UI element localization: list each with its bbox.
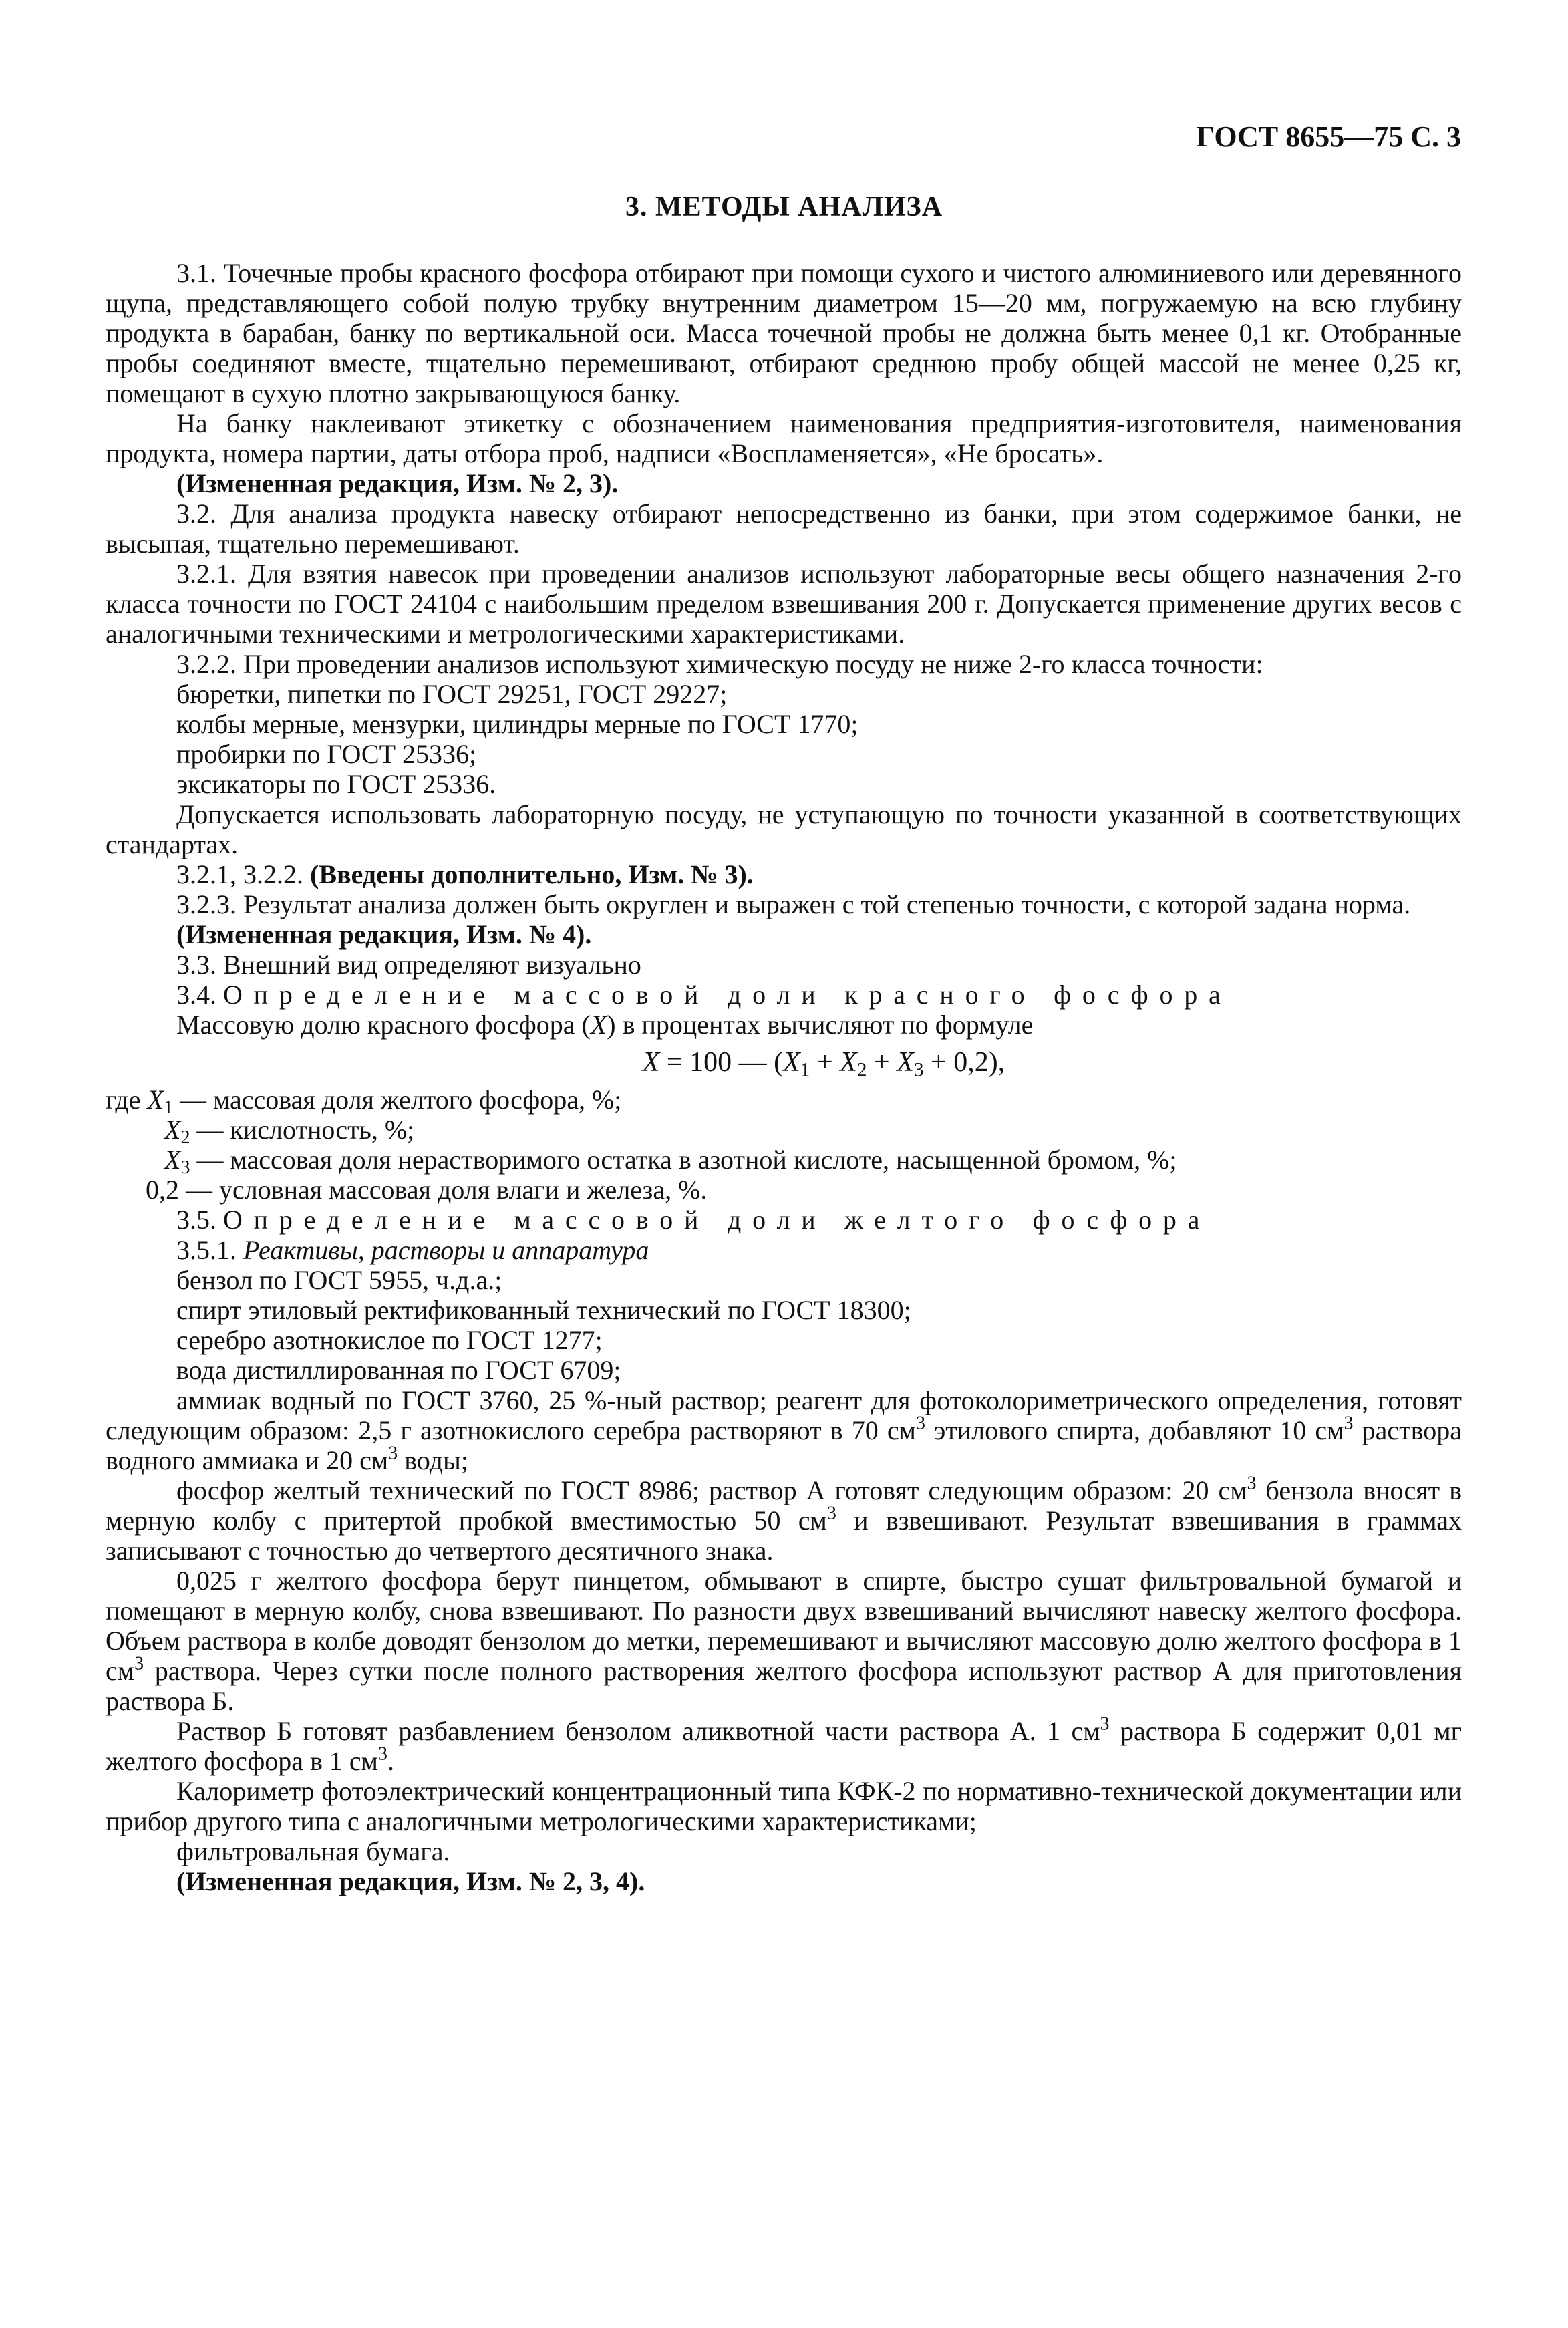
reagent-paragraph: Калориметр фотоэлектрический концентрационный типа КФК-2 по нормативно-технической документации или прибор другого типа с аналогичными метрологическими характеристиками; [106,1776,1462,1836]
list-item: пробирки по ГОСТ 25336; [176,739,477,769]
clause-intro-note [106,859,1462,889]
reagent-item: фильтровальная бумага. [176,1836,450,1866]
list-item: колбы мерные, мензурки, цилиндры мерные по ГОСТ 1770; [176,709,858,739]
clause-glassware-allowance: Допускается использовать лабораторную посуду, не уступающую по точности указанной в соответствующих стандартах. [106,799,1462,859]
amendment-note: (Измененная редакция, Изм. № 2, 3). [176,468,619,498]
reagent-paragraph: фосфор желтый технический по ГОСТ 8986; раствор А готовят следующим образом: 20 $см^3$ бензола вносят в мерную колбу с притертой пробкой вместимостью 50 $см^3$ и взвешивают. Результат взвешивания в граммах записывают с точностью до четвертого десятичного знака. [106,1473,1462,1566]
clause-3-5-heading [106,1205,1462,1235]
where-x2: $X_2$ — кислотность, %; [164,1115,415,1148]
clause-3-4-text: Массовую долю красного фосфора (X) в процентах вычисляют по формуле [176,1010,1034,1040]
clause-3-4-heading [106,980,1462,1010]
clause-number: 3.5.1. [176,1235,243,1265]
spaced-heading: Определение массовой доли красного фосфора [223,980,1232,1010]
section-title: 3. МЕТОДЫ АНАЛИЗА [625,192,943,223]
reagent-paragraph: аммиак водный по ГОСТ 3760, 25 %-ный раствор; реагент для фотоколориметрического определения, готовят следующим образом: 2,5 г азотнокислого серебра растворяют в 70 $см^3$ этилового спирта, добавляют 10 $см^3$ раствора водного аммиака и 20 $см^3$ воды; [106,1385,1462,1475]
spaced-heading: Определение массовой доли желтого фосфора [223,1205,1211,1235]
list-item: бюретки, пипетки по ГОСТ 29251, ГОСТ 29227; [176,679,728,709]
clause-number: 3.4. [176,980,223,1010]
clause-3-2-3: 3.2.3. Результат анализа должен быть округлен и выражен с той степенью точности, с которой задана норма. [176,889,1411,919]
where-x1: где $X_1$ — массовая доля желтого фосфора, %; [106,1084,622,1118]
clause-3-1-label: На банку наклеивают этикетку с обозначением наименования предприятия-изготовителя, наименования продукта, номера партии, даты отбора проб, надписи «Воспламеняется», «Не бросать». [106,408,1462,468]
amendment-note: (Измененная редакция, Изм. № 2, 3, 4). [176,1866,645,1896]
reagent-paragraph: 0,025 г желтого фосфора берут пинцетом, обмывают в спирте, быстро сушат фильтровальной бумагой и помещают в мерную колбу, снова взвешивают. По разности двух взвешиваний вычисляют навеску желтого фосфора. Объем раствора в колбе доводят бензолом до метки, перемешивают и вычисляют массовую долю желтого фосфора в 1 $см^3$ раствора. Через сутки после полного растворения желтого фосфора используют раствор А для приготовления раствора Б. [106,1566,1462,1716]
clause-3-1: 3.1. Точечные пробы красного фосфора отбирают при помощи сухого и чистого алюминиевого или деревянного щупа, представляющего собой полую трубку внутренним диаметром 15—20 мм, погружаемую на всю глубину продукта в барабан, банку по вертикальной оси. Масса точечной пробы не должна быть менее 0,1 кг. Отобранные пробы соединяют вместе, тщательно перемешивают, отбирают среднюю пробу общей массой не менее 0,25 кг, помещают в сухую плотно закрывающуюся банку. [106,258,1462,408]
clause-3-2-2: 3.2.2. При проведении анализов используют химическую посуду не ниже 2-го класса точности: [176,649,1263,679]
document-body [106,258,1462,1896]
where-x3: $X_3$ — массовая доля нерастворимого остатка в азотной кислоте, насыщенной бромом, %; [164,1145,1177,1178]
reagent-item: спирт этиловый ректификованный технический по ГОСТ 18300; [176,1295,911,1325]
clause-3-2-1: 3.2.1. Для взятия навесок при проведении анализов используют лабораторные весы общего назначения 2-го класса точности по ГОСТ 24104 с наибольшим пределом взвешивания 200 г. Допускается применение других весов с аналогичными техническими и метрологическими характеристиками. [106,559,1462,649]
clause-3-2: 3.2. Для анализа продукта навеску отбирают непосредственно из банки, при этом содержимое банки, не высыпая, тщательно перемешивают. [106,498,1462,559]
formula: X = 100 — $(X_1 + X_2 + X_3 + 0,2)$, [642,1047,1005,1081]
reagent-paragraph: Раствор Б готовят разбавлением бензолом аликвотной части раствора А. 1 $см^3$ раствора Б содержит 0,01 мг желтого фосфора в 1 $см^3$. [106,1713,1462,1776]
clause-ref: 3.2.1, 3.2.2. [176,859,310,889]
reagent-item: вода дистиллированная по ГОСТ 6709; [176,1355,621,1385]
amendment-note: (Измененная редакция, Изм. № 4). [176,919,592,950]
page-header: ГОСТ 8655—75 С. 3 [1196,120,1461,153]
clause-number: 3.5. [176,1205,223,1235]
amendment-note: (Введены дополнительно, Изм. № 3). [310,859,754,889]
where-constant: 0,2 — условная массовая доля влаги и железа, %. [146,1175,708,1205]
clause-3-3: 3.3. Внешний вид определяют визуально [176,950,641,980]
clause-3-5-1-heading [106,1235,1462,1265]
list-item: эксикаторы по ГОСТ 25336. [176,769,496,799]
italic-heading: Реактивы, растворы и аппаратура [243,1235,649,1265]
reagent-item: серебро азотнокислое по ГОСТ 1277; [176,1325,603,1355]
reagent-item: бензол по ГОСТ 5955, ч.д.а.; [176,1265,502,1295]
